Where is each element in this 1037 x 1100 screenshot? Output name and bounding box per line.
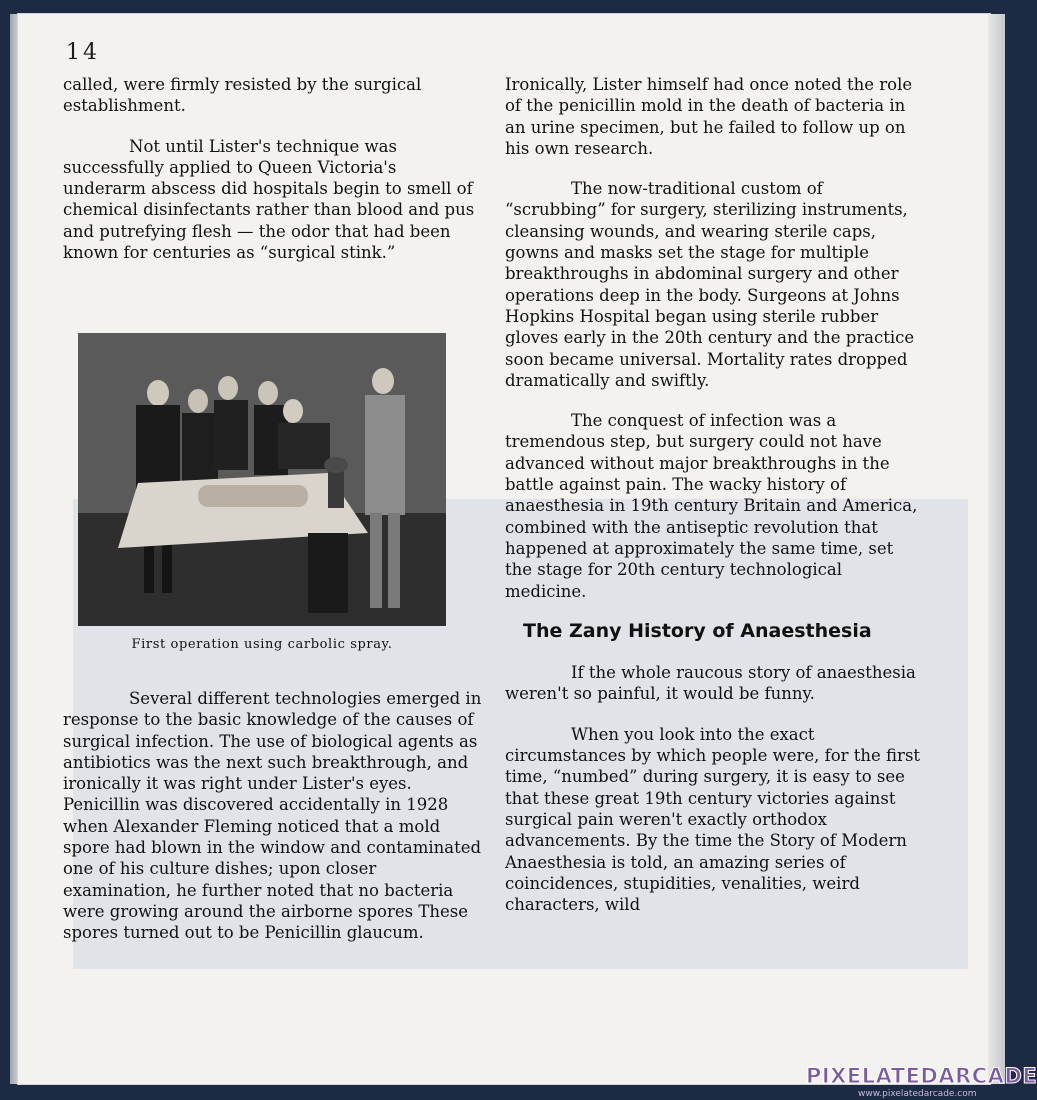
operation-photo [78, 333, 446, 626]
paragraph: Not until Lister's technique was successfully applied to Queen Victoria's underarm abscess did hospitals begin to smell of chemical disinfectants rather than blood and pus and putrefying flesh — the odor that had been known for centuries as “surgical stink.” [63, 136, 475, 263]
paragraph: If the whole raucous story of anaesthesia weren't so painful, it would be funny. [505, 663, 916, 704]
figure-caption: First operation using carbolic spray. [131, 637, 393, 652]
paragraph: When you look into the exact circumstances by which people were, for the first time, “numbed” during surgery, it is easy to see that these great 19th century victories against surgical pain weren't exactly orthodox advancements. By the time the Story of Modern Anaesthesia is told, an amazing series of coincidences, stupidities, venalities, weird characters, wild [505, 724, 921, 915]
page-number: 14 [66, 40, 100, 65]
page-binding-edge [988, 14, 1005, 1084]
paragraph: Ironically, Lister himself had once noted the role of the penicillin mold in the death of bacteria in an urine specimen, but he failed to follow up on his own research. [505, 75, 913, 158]
paragraph: Several different technologies emerged in response to the basic knowledge of the causes of surgical infection. The use of biological agents as antibiotics was the next such breakthrough, and ironically it was right under Lister's eyes. Penicillin was discovered accidentally in 1928 when Alexander Fleming noticed that a mold spore had blown in the window and contaminated one of his culture dishes; upon closer examination, he further noted that no bacteria were growing around the airborne spores These spores turned out to be Penicillin glaucum. [63, 689, 482, 943]
paragraph: The conquest of infection was a tremendous step, but surgery could not have advanced without major breakthroughs in the battle against pain. The wacky history of anaesthesia in 19th century Britain and America, combined with the antiseptic revolution that happened at approximately the same time, set the stage for 20th century technological medicine. [505, 411, 918, 601]
left-column-top [63, 74, 483, 282]
watermark-url: www.pixelatedarcade.com [858, 1089, 977, 1099]
left-column-bottom [63, 688, 483, 963]
surgeons-illustration [78, 333, 446, 626]
watermark-logo: PIXELATEDARCADE [806, 1064, 1037, 1088]
section-heading: The Zany History of Anaesthesia [523, 619, 872, 642]
paragraph: called, were firmly resisted by the surgical establishment. [63, 75, 422, 116]
right-column [505, 74, 925, 934]
paragraph: The now-traditional custom of “scrubbing” for surgery, sterilizing instruments, cleansing wounds, and wearing sterile caps, gowns and masks set the stage for multiple breakthroughs in abdominal surgery and other operations deep in the body. Surgeons at Johns Hopkins Hospital began using sterile rubber gloves early in the 20th century and the practice soon became universal. Mortality rates dropped dramatically and swiftly. [505, 179, 915, 390]
